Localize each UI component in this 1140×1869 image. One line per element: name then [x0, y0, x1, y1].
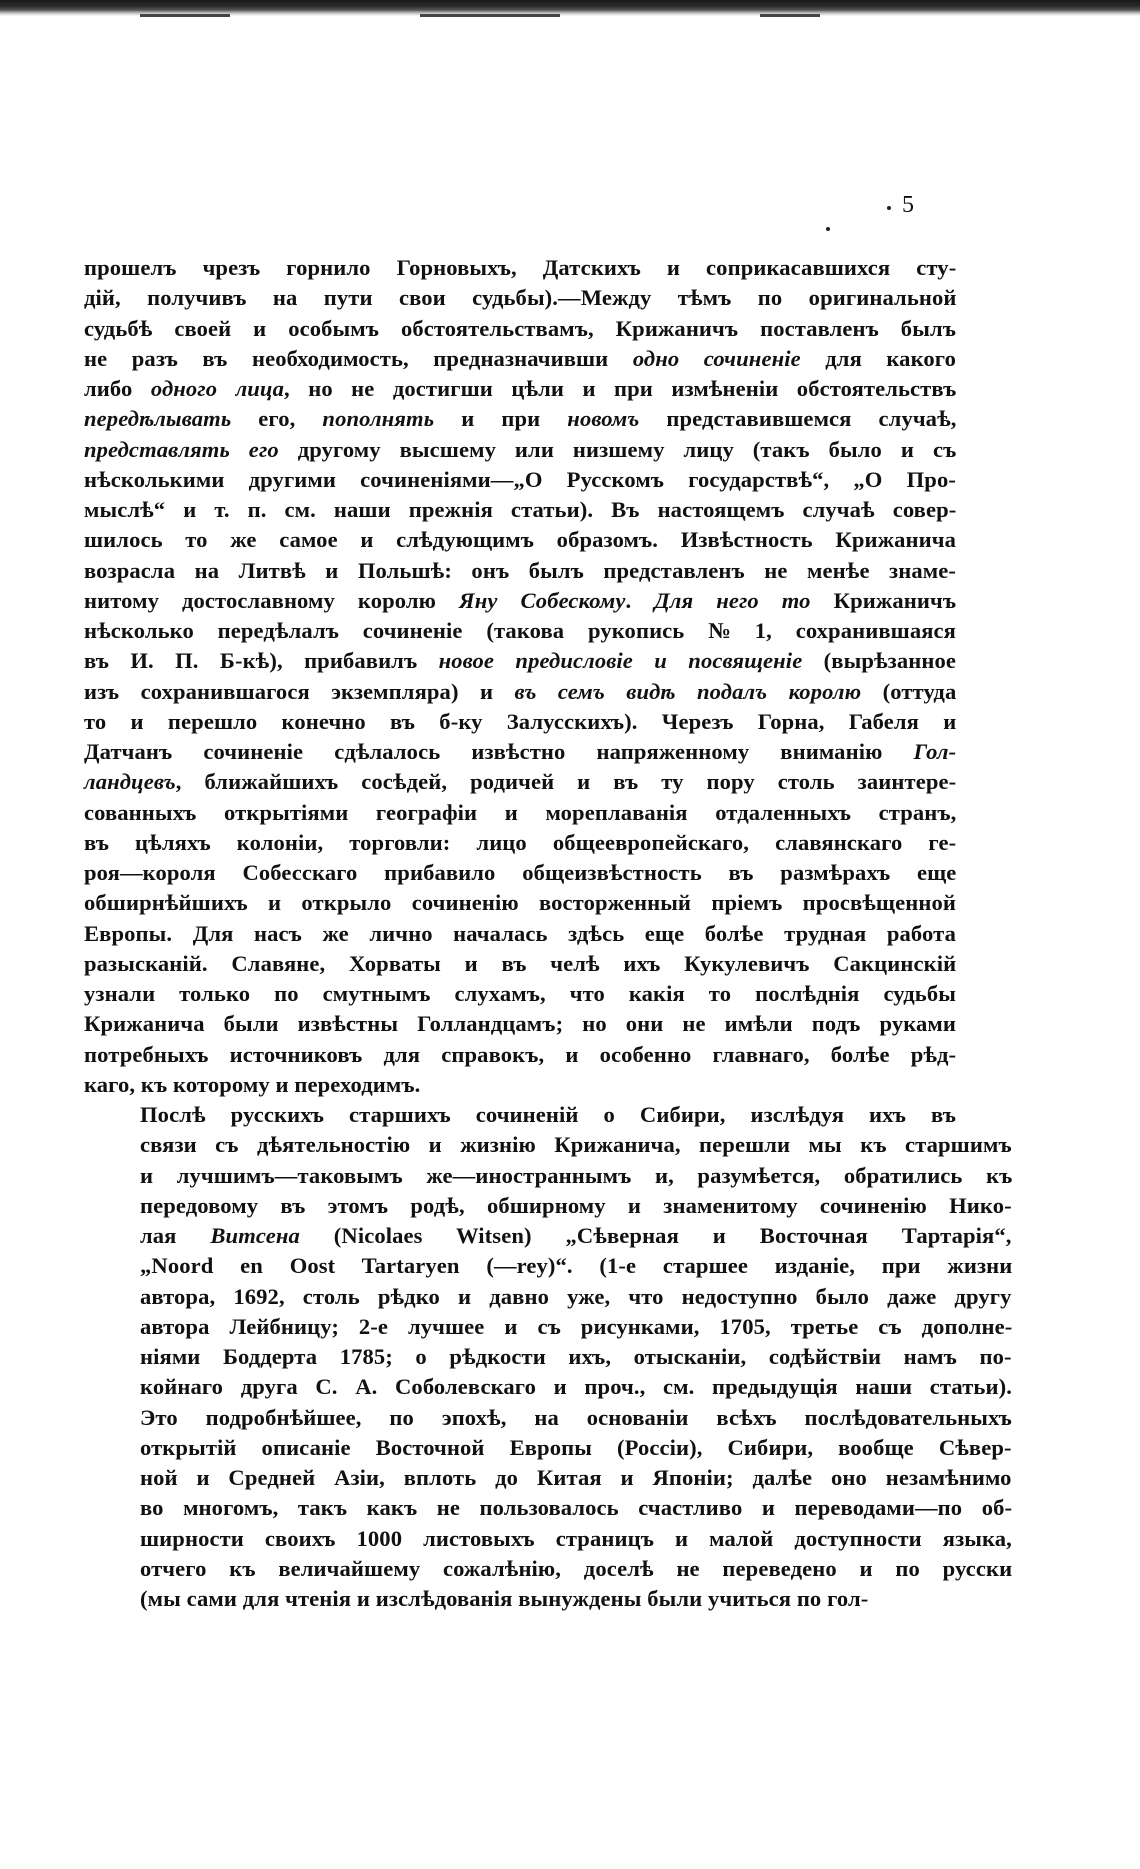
- text-line: [140, 1584, 956, 1614]
- text-line: [84, 435, 956, 465]
- italic-run: Яну Собескому: [459, 587, 626, 613]
- paragraph-1: [84, 253, 956, 1100]
- italic-run: въ семъ видѣ подалъ королю: [514, 678, 862, 704]
- body-text: [84, 253, 1013, 1614]
- text-run: автора, 1692, столь рѣдко и давно уже, что недоступно было даже другу: [140, 1283, 1012, 1309]
- text-run: то и перешло конечно въ б-ку Залусскихъ). Черезъ Горна, Габеля и: [84, 708, 957, 734]
- text-line: [140, 1342, 1012, 1372]
- text-line: [84, 677, 956, 707]
- text-line: [84, 404, 956, 434]
- text-run: нитому достославному королю: [84, 587, 460, 613]
- text-line: [84, 314, 956, 344]
- text-run: возрасла на Литвѣ и Польшѣ: онъ былъ представленъ не менѣе знаме-: [84, 557, 956, 583]
- text-run: для какого: [800, 345, 956, 371]
- text-run: „Noord en Oost Tartaryen (—rey)“. (1-е старшее изданіе, при жизни: [140, 1253, 1013, 1279]
- text-line: [84, 253, 956, 283]
- text-run: представившемся случаѣ,: [639, 406, 957, 432]
- dot-mark: [887, 206, 891, 210]
- text-line: [84, 919, 956, 949]
- text-run: судьбѣ своей и особымъ обстоятельствамъ, Крижаничъ поставленъ былъ: [84, 315, 956, 341]
- text-run: лая: [140, 1223, 211, 1248]
- text-line: [140, 1493, 1013, 1523]
- text-run: изъ сохранившагося экземпляра) и: [84, 678, 515, 704]
- text-run: автора Лейбницу; 2-е лучшее и съ рисунками, 1705, третье съ дополне-: [140, 1313, 1013, 1339]
- text-line: [84, 283, 956, 313]
- text-run: разысканій. Славяне, Хорваты и въ челѣ ихъ Кукулевичъ Сакцинскій: [84, 950, 957, 976]
- text-line: [84, 495, 956, 525]
- text-line: [84, 1009, 956, 1039]
- text-run: въ цѣляхъ колоніи, торговли: лицо общеевропейскаго, славянскаго ге-: [84, 829, 957, 855]
- text-line: [84, 707, 956, 737]
- text-line: [84, 858, 956, 888]
- text-line: [140, 1282, 1012, 1312]
- text-run: обширнѣйшихъ и открыло сочиненію восторженный пріемъ просвѣщенной: [84, 890, 956, 916]
- text-run: каго, къ которому и переходимъ.: [84, 1071, 421, 1097]
- text-line: [140, 1221, 1012, 1251]
- dot-mark: [826, 227, 830, 231]
- text-run: потребныхъ источниковъ для справокъ, и особенно главнаго, болѣе рѣд-: [84, 1041, 957, 1067]
- text-run: Датчанъ сочиненіе сдѣлалось извѣстно напряженному вниманію: [84, 739, 914, 764]
- text-line: [140, 1372, 1012, 1402]
- text-line: [84, 737, 956, 767]
- text-run: и лучшимъ—таковымъ же—иностраннымъ и, разумѣется, обратились къ: [140, 1162, 1013, 1188]
- text-run: во многомъ, такъ какъ не пользовалось счастливо и переводами—по об-: [140, 1495, 1013, 1521]
- text-run: Это подробнѣйшее, по эпохѣ, на основаніи всѣхъ послѣдовательныхъ: [140, 1404, 1012, 1430]
- text-run: передовому въ этомъ родѣ, обширному и знаменитому сочиненію Нико-: [140, 1192, 1012, 1218]
- italic-run: новое предисловіе и посвященіе: [438, 648, 803, 674]
- text-line: [84, 586, 956, 616]
- text-run: Послѣ русскихъ старшихъ сочиненій о Сибири, изслѣдуя ихъ въ: [140, 1102, 956, 1127]
- italic-run: передѣлывать: [84, 406, 232, 432]
- paragraph-2: [84, 1100, 1013, 1614]
- text-line: [140, 1312, 1013, 1342]
- text-line: [140, 1403, 1012, 1433]
- text-line: [84, 646, 956, 676]
- text-line: [84, 828, 956, 858]
- text-line: [84, 949, 956, 979]
- text-run: сованныхъ открытіями географіи и мореплаванія отдаленныхъ странъ,: [84, 799, 957, 825]
- text-run: нѣсколькими другими сочиненіями—„О Русскомъ государствѣ“, „О Про-: [84, 466, 956, 492]
- text-run: связи съ дѣятельностію и жизнію Крижанича, перешли мы къ старшимъ: [140, 1132, 1012, 1158]
- text-run: ной и Средней Азіи, вплоть до Китая и Японіи; далѣе оно незамѣнимо: [140, 1465, 1012, 1490]
- text-line: [140, 1524, 1012, 1554]
- text-line: [140, 1130, 1012, 1160]
- text-line: [84, 1070, 956, 1100]
- italic-run: представлять его: [84, 436, 279, 462]
- text-line: [84, 616, 956, 646]
- text-run: роя—короля Собесскаго прибавило общеизвѣстность въ размѣрахъ еще: [84, 860, 957, 885]
- text-run: Европы. Для насъ же лично началась здѣсь еще болѣе трудная работа: [84, 920, 956, 946]
- text-line: [84, 767, 956, 797]
- italic-run: новомъ: [567, 406, 640, 432]
- scan-speck: [140, 14, 230, 17]
- text-line: [140, 1100, 956, 1130]
- italic-run: Для него то: [654, 587, 811, 613]
- text-run: либо: [84, 376, 151, 401]
- text-line: [84, 979, 956, 1009]
- text-run: узнали только по смутнымъ слухамъ, что какія то послѣднія судьбы: [84, 981, 956, 1006]
- text-run: (вырѣзанное: [802, 648, 957, 674]
- text-run: открытій описаніе Восточной Европы (Россіи), Сибири, вообще Сѣвер-: [140, 1434, 1012, 1460]
- text-run: Крижанича были извѣстны Голландцамъ; но они не имѣли подъ руками: [84, 1011, 956, 1037]
- text-run: въ И. П. Б-кѣ), прибавилъ: [84, 648, 439, 674]
- text-line: [84, 465, 956, 495]
- text-run: нѣсколько передѣлалъ сочиненіе (такова рукопись № 1, сохранившаяся: [84, 618, 956, 643]
- text-line: [84, 1040, 956, 1070]
- text-line: [140, 1554, 1013, 1584]
- text-run: отчего къ величайшему сожалѣнію, доселѣ не переведено и по русски: [140, 1555, 1013, 1581]
- italic-run: одного лица: [150, 376, 284, 401]
- text-run: койнаго друга С. А. Соболевскаго и проч., см. предыдущія наши статьи).: [140, 1374, 1012, 1400]
- text-line: [84, 374, 956, 404]
- scan-speck: [760, 14, 820, 17]
- text-run: дій, получивъ на пути свои судьбы).—Между тѣмъ по оригинальной: [84, 285, 957, 311]
- italic-run: Витсена: [210, 1223, 300, 1248]
- text-run: шилось то же самое и слѣдующимъ образомъ. Извѣстность Крижанича: [84, 527, 956, 553]
- text-run: ширности своихъ 1000 листовыхъ страницъ и малой доступности языка,: [140, 1525, 1012, 1551]
- text-line: [84, 344, 956, 374]
- text-run: (мы сами для чтенія и изслѣдованія вынуждены были учиться по гол-: [140, 1586, 869, 1611]
- text-run: .: [625, 587, 655, 613]
- italic-run: одно сочиненіе: [632, 345, 801, 371]
- text-line: [84, 798, 956, 828]
- text-run: Крижаничъ: [810, 587, 957, 613]
- text-run: другому высшему или низшему лицу (такъ было и съ: [278, 436, 957, 462]
- text-run: ніями Боддерта 1785; о рѣдкости ихъ, отысканіи, содѣйствіи намъ по-: [140, 1344, 1012, 1369]
- text-run: его,: [231, 406, 323, 432]
- text-run: и при: [434, 406, 568, 432]
- page-number: 5: [902, 192, 914, 218]
- text-run: (Nicolaes Witsen) „Сѣверная и Восточная Тартарія“,: [299, 1223, 1012, 1248]
- text-run: (оттуда: [861, 678, 957, 704]
- italic-run: Гол-: [913, 739, 957, 764]
- italic-run: ландцевъ: [84, 769, 176, 795]
- text-run: мыслѣ“ и т. п. см. наши прежнія статьи). Въ настоящемъ случаѣ совер-: [84, 497, 957, 522]
- scan-speck: [420, 14, 560, 17]
- text-run: , ближайшихъ сосѣдей, родичей и въ ту пору столь заинтере-: [175, 769, 957, 795]
- text-line: [84, 888, 956, 918]
- text-line: [140, 1433, 1012, 1463]
- italic-run: пополнять: [322, 406, 435, 432]
- text-run: прошелъ чрезъ горнило Горновыхъ, Датскихъ и соприкасавшихся сту-: [84, 255, 957, 280]
- text-line: [140, 1161, 1013, 1191]
- text-line: [84, 525, 956, 555]
- text-line: [140, 1251, 1013, 1281]
- text-line: [140, 1191, 1012, 1221]
- text-line: [140, 1463, 1012, 1493]
- text-run: , но не достигши цѣли и при измѣненіи обстоятельствъ: [284, 376, 957, 401]
- text-line: [84, 556, 956, 586]
- text-run: не разъ въ необходимость, предназначивши: [84, 345, 633, 371]
